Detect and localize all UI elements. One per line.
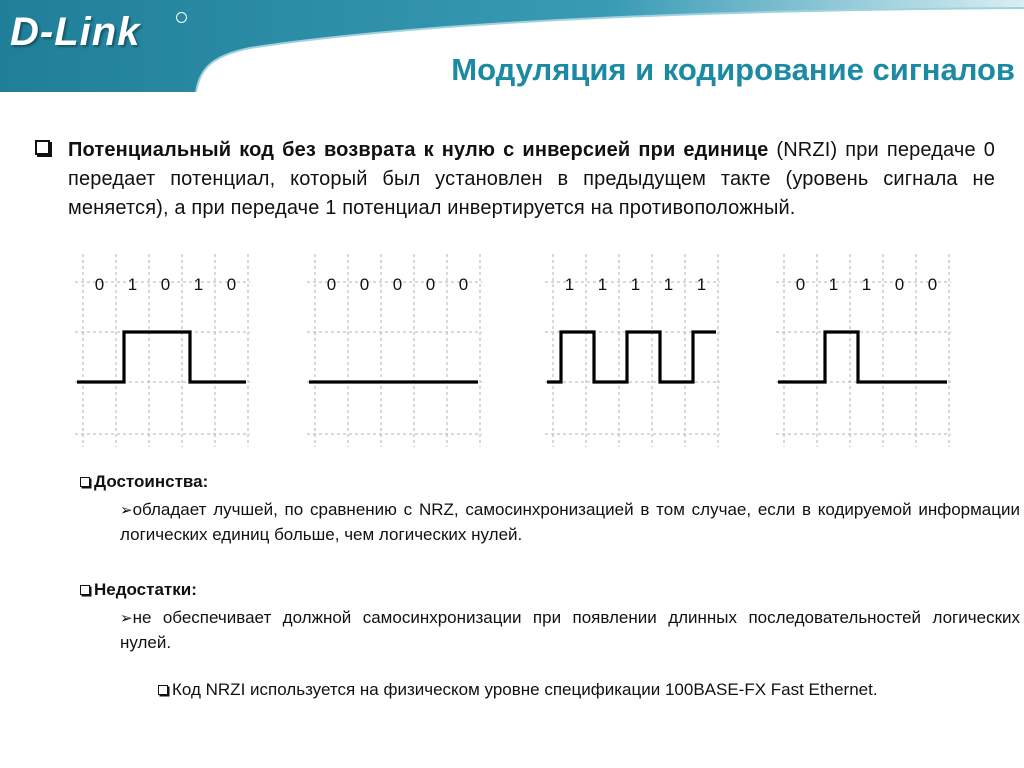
nrzi-signal-waveform (547, 332, 716, 382)
page-title: Модуляция и кодирование сигналов (451, 52, 1015, 87)
header-banner (0, 0, 1024, 92)
bit-label: 0 (359, 275, 370, 294)
checkbox-bullet-icon (158, 685, 168, 695)
intro-text: (NRZI) при передаче 0 передает потенциал, который был установлен в предыдущем такте (уровень сигнала не меняется), а при передаче 1 потенциал инвертируется на противоположный. (68, 139, 995, 219)
arrow-bullet-icon: ➢ (120, 502, 133, 519)
advantages-item (120, 498, 1020, 547)
bit-label: 1 (663, 275, 674, 294)
intro-paragraph (35, 136, 995, 223)
d-link-logo: D-Link (10, 10, 141, 54)
note-text: Код NRZI используется на физическом уровне спецификации 100BASE-FX Fast Ethernet. (172, 680, 878, 699)
bit-label: 0 (326, 275, 337, 294)
bit-label: 1 (193, 275, 204, 294)
bit-label: 0 (795, 275, 806, 294)
bit-label: 1 (597, 275, 608, 294)
bit-label: 0 (94, 275, 105, 294)
checkbox-bullet-icon (80, 585, 90, 595)
disadvantages-section (80, 578, 1020, 655)
bit-label: 0 (425, 275, 436, 294)
bit-label: 0 (392, 275, 403, 294)
arrow-bullet-icon: ➢ (120, 610, 133, 627)
checkbox-bullet-icon (35, 140, 50, 155)
bit-label: 1 (696, 275, 707, 294)
bit-label: 1 (127, 275, 138, 294)
disadvantages-text: не обеспечивает должной самосинхронизации при появлении длинных последовательностей логических нулей. (120, 608, 1020, 652)
bit-label: 1 (564, 275, 575, 294)
bit-label: 0 (894, 275, 905, 294)
note-paragraph (120, 678, 1020, 702)
advantages-text: обладает лучшей, по сравнению с NRZ, самосинхронизацией в том случае, если в кодируемой информации логических единиц больше, чем логических нулей. (120, 500, 1020, 544)
registered-mark-icon (176, 12, 187, 23)
checkbox-bullet-icon (80, 477, 90, 487)
disadvantages-item (120, 606, 1020, 655)
bit-label: 0 (458, 275, 469, 294)
advantages-section (80, 470, 1020, 547)
advantages-title: Достоинства: (94, 472, 209, 491)
nrzi-signal-waveform (778, 332, 947, 382)
bit-label: 1 (630, 275, 641, 294)
bit-label: 0 (160, 275, 171, 294)
bit-label: 0 (226, 275, 237, 294)
bit-label: 0 (927, 275, 938, 294)
intro-bold-text: Потенциальный код без возврата к нулю с инверсией при единице (68, 139, 769, 161)
disadvantages-title: Недостатки: (94, 580, 197, 599)
bit-label: 1 (861, 275, 872, 294)
nrzi-signal-waveform (77, 332, 246, 382)
bit-label: 1 (828, 275, 839, 294)
nrzi-signal-diagram (75, 252, 955, 450)
